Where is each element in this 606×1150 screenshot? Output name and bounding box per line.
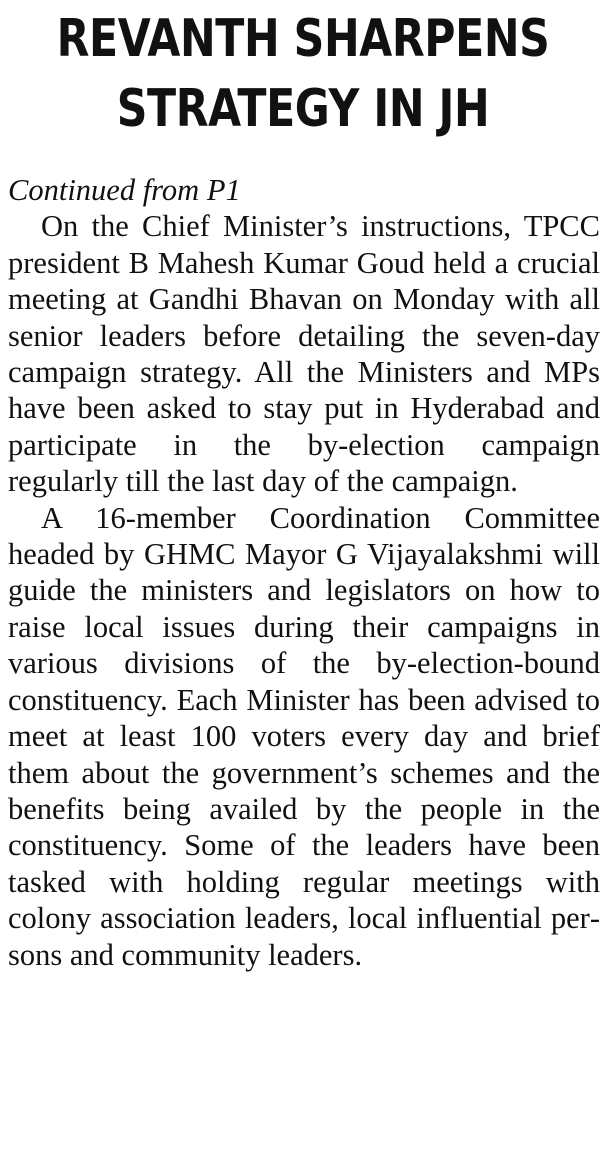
headline-line-1: REVANTH SHARPENS [56,9,550,69]
continued-from-label: Continued from P1 [8,173,241,207]
headline-line-2: STRATEGY IN JH [116,79,490,139]
headline [0,4,606,144]
paragraph-2: A 16-member Coordination Committee headed by GHMC Mayor G Vijayalakshmi will guide the ministers and legislators on how to raise local issues during their campaigns in various divisions of the by-election-bound constituency. Each Minister has been advised to meet at least 100 voters every day and brief them about the government’s schemes and the benefits being availed by the people in the constituency. Some of the leaders have been tasked with holding regular meetings with colony association leaders, local influential persons and community leaders. [8,500,600,972]
paragraph-1: On the Chief Minister’s instructions, TPCC president B Mahesh Kumar Goud held a crucial meeting at Gandhi Bhavan on Monday with all senior leaders before detailing the seven-day campaign strategy. All the Ministers and MPs have been asked to stay put in Hyderabad and participate in the by-election campaign regularly till the last day of the campaign. [8,209,600,499]
article-body [8,172,600,973]
